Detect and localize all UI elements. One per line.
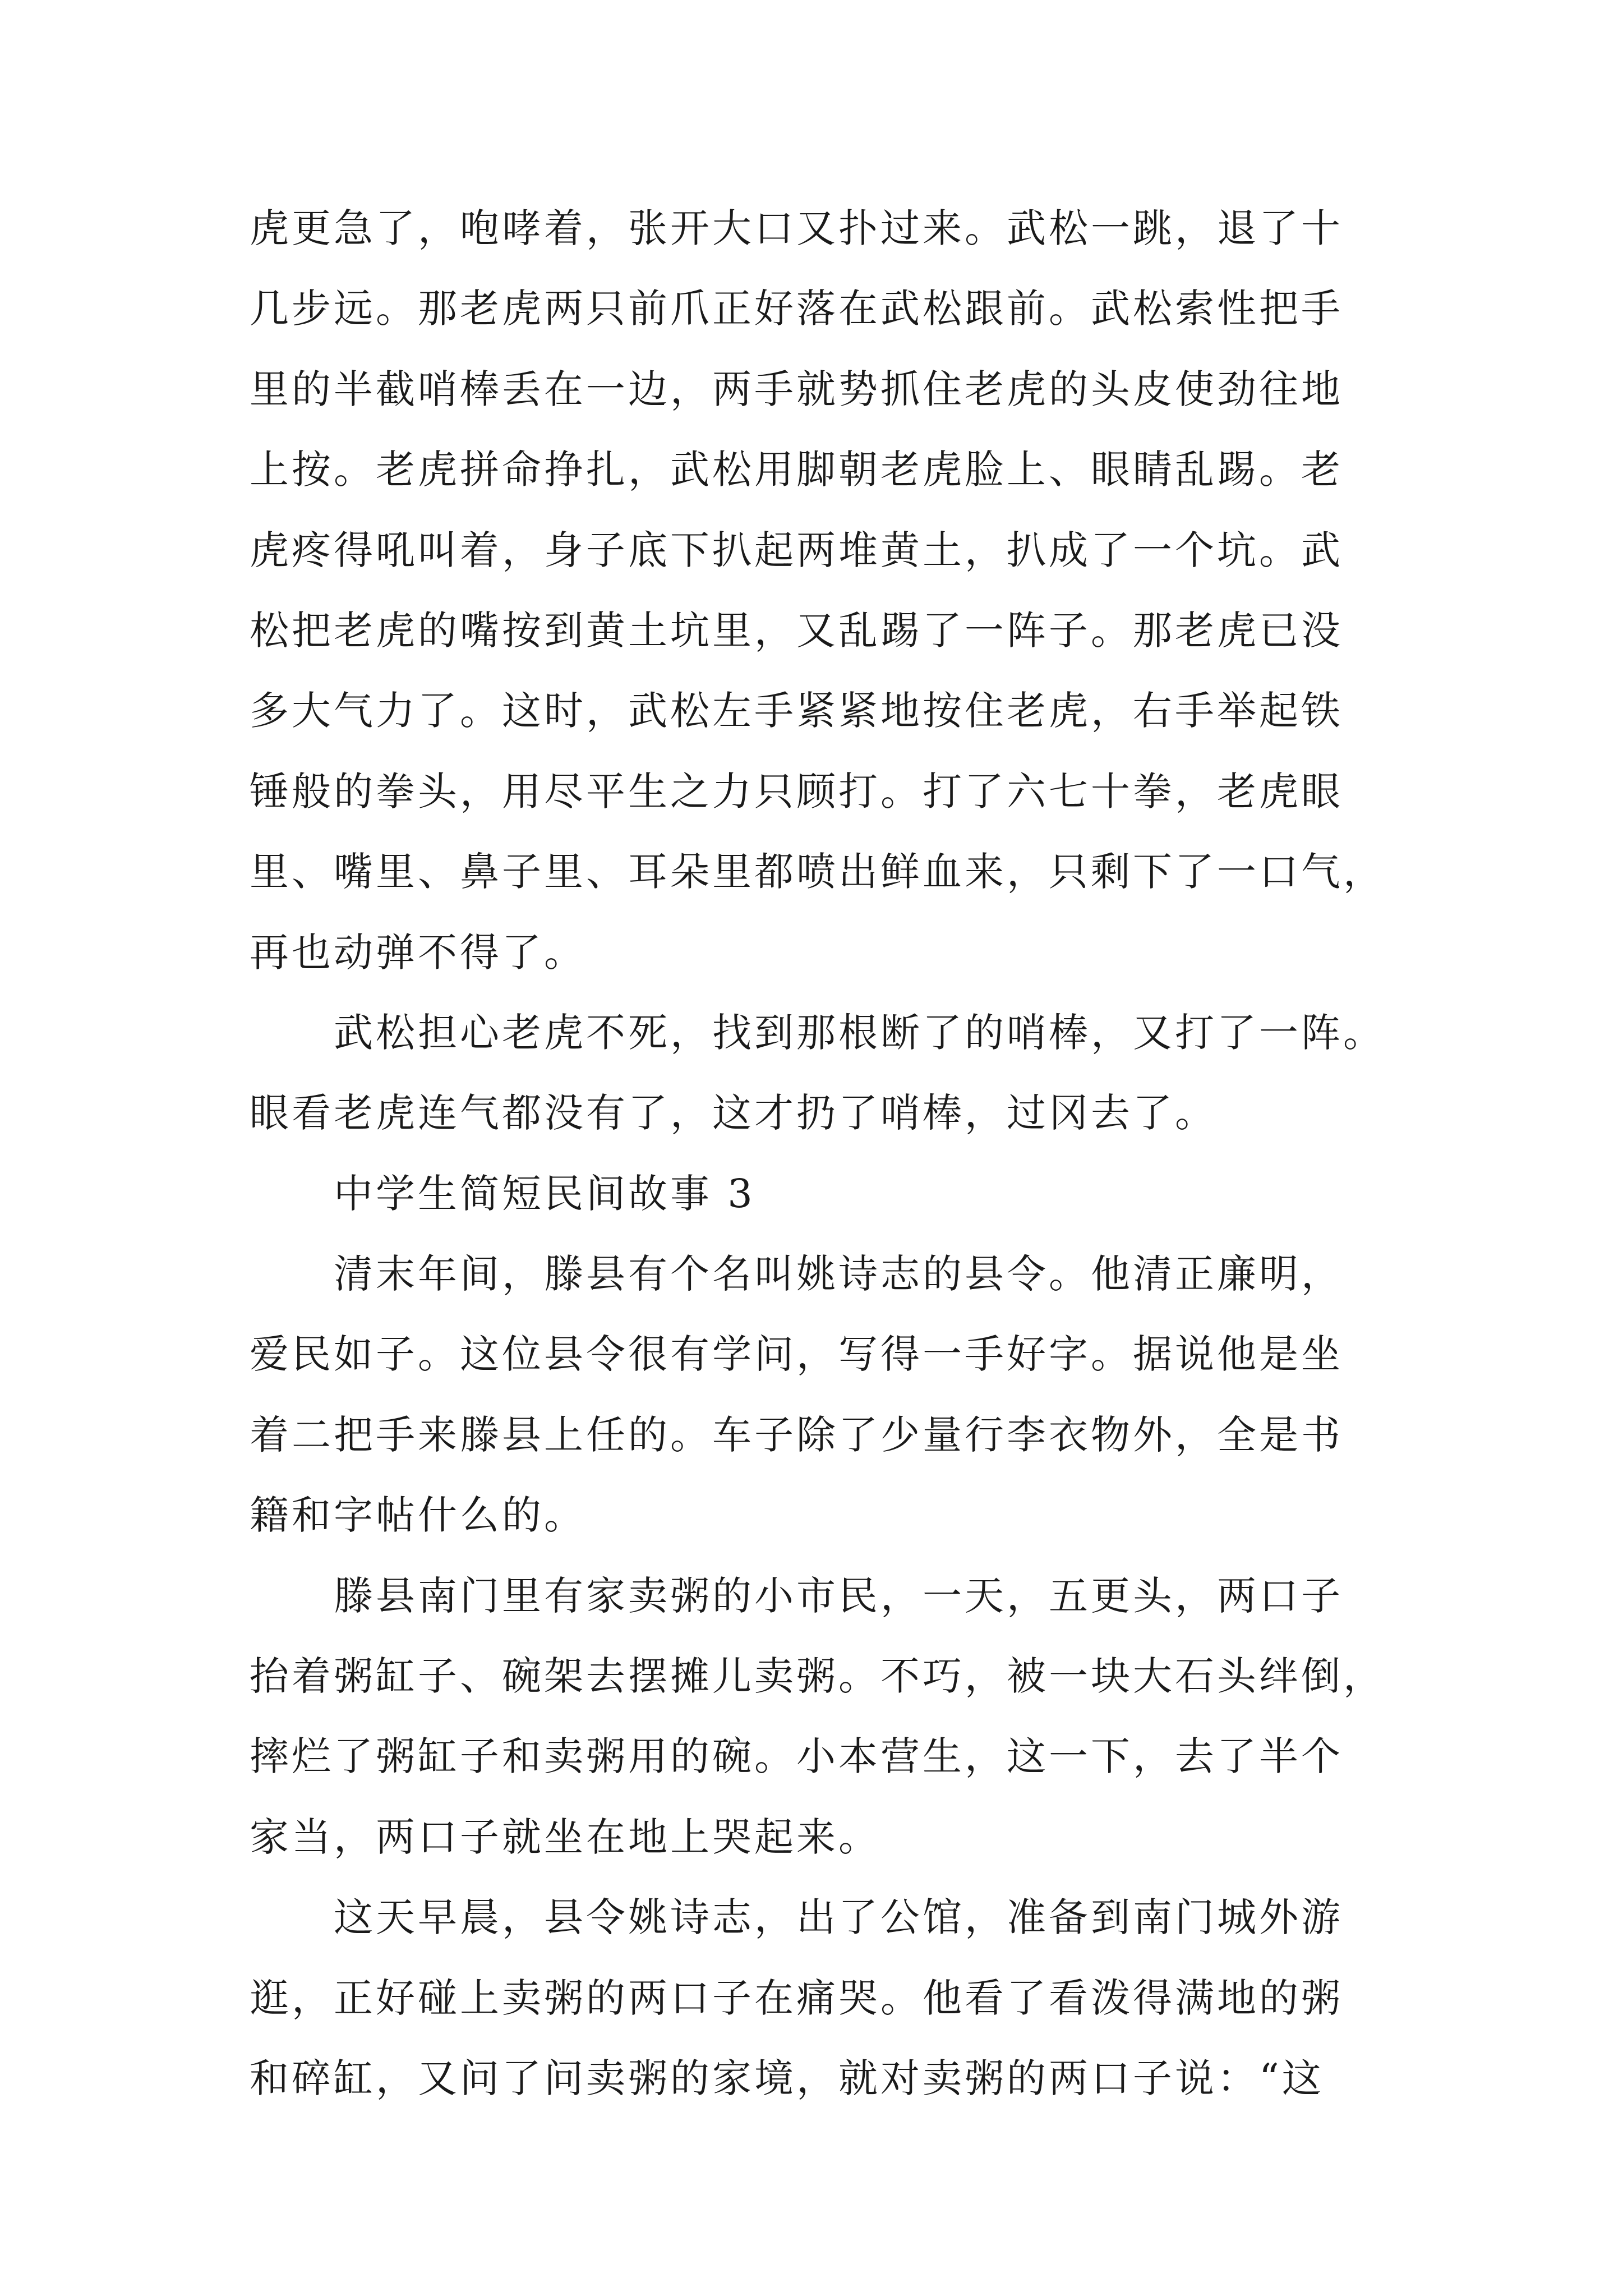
paragraph [250,993,1385,1154]
text-line: 清末年间，滕县有个名叫姚诗志的县令。他清正廉明， [334,1251,1343,1297]
text-line: 再也动弹不得了。 [250,929,586,976]
text-line: 眼看老虎连气都没有了，这才扔了哨棒，过冈去了。 [250,1090,1217,1137]
text-line: 和碎缸，又问了问卖粥的家境，就对卖粥的两口子说：“这 [250,2055,1324,2101]
text-line: 虎更急了，咆哮着，张开大口又扑过来。武松一跳，退了十 [250,205,1343,251]
text-line: 锤般的拳头，用尽平生之力只顾打。打了六七十拳，老虎眼 [250,768,1343,815]
paragraph [250,1234,1379,1556]
text-line: 家当，两口子就坐在地上哭起来。 [250,1814,880,1860]
text-line: 虎疼得吼叫着，身子底下扒起两堆黄土，扒成了一个坑。武 [250,527,1343,573]
text-line: 抬着粥缸子、碗架去摆摊儿卖粥。不巧，被一块大石头绊倒， [250,1653,1385,1700]
paragraph [250,1556,1385,1878]
text-line: 这天早晨，县令姚诗志，出了公馆，准备到南门城外游 [334,1894,1343,1941]
text-line: 逛，正好碰上卖粥的两口子在痛哭。他看了看泼得满地的粥 [250,1975,1343,2021]
paragraph [250,1878,1379,2119]
text-line: 上按。老虎拼命挣扎，武松用脚朝老虎脸上、眼睛乱踢。老 [250,447,1343,493]
section-heading [250,1154,1379,1234]
text-line: 松把老虎的嘴按到黄土坑里，又乱踢了一阵子。那老虎已没 [250,607,1343,654]
text-line: 里、嘴里、鼻子里、耳朵里都喷出鲜血来，只剩下了一口气， [250,849,1385,895]
section-heading-text: 中学生简短民间故事 3 [334,1170,755,1217]
text-line: 里的半截哨棒丢在一边，两手就势抓住老虎的头皮使劲往地 [250,366,1343,412]
paragraph [250,188,1385,993]
text-line: 着二把手来滕县上任的。车子除了少量行李衣物外，全是书 [250,1411,1343,1458]
text-line: 武松担心老虎不死，找到那根断了的哨棒，又打了一阵。 [334,1009,1385,1056]
text-line: 摔烂了粥缸子和卖粥用的碗。小本营生，这一下，去了半个 [250,1733,1343,1780]
text-line: 滕县南门里有家卖粥的小市民，一天，五更头，两口子 [334,1572,1343,1619]
document-page [250,188,1385,2119]
text-line: 爱民如子。这位县令很有学问，写得一手好字。据说他是坐 [250,1331,1343,1378]
text-line: 多大气力了。这时，武松左手紧紧地按住老虎，右手举起铁 [250,688,1343,734]
text-line: 籍和字帖什么的。 [250,1492,586,1539]
text-line: 几步远。那老虎两只前爪正好落在武松跟前。武松索性把手 [250,286,1343,332]
